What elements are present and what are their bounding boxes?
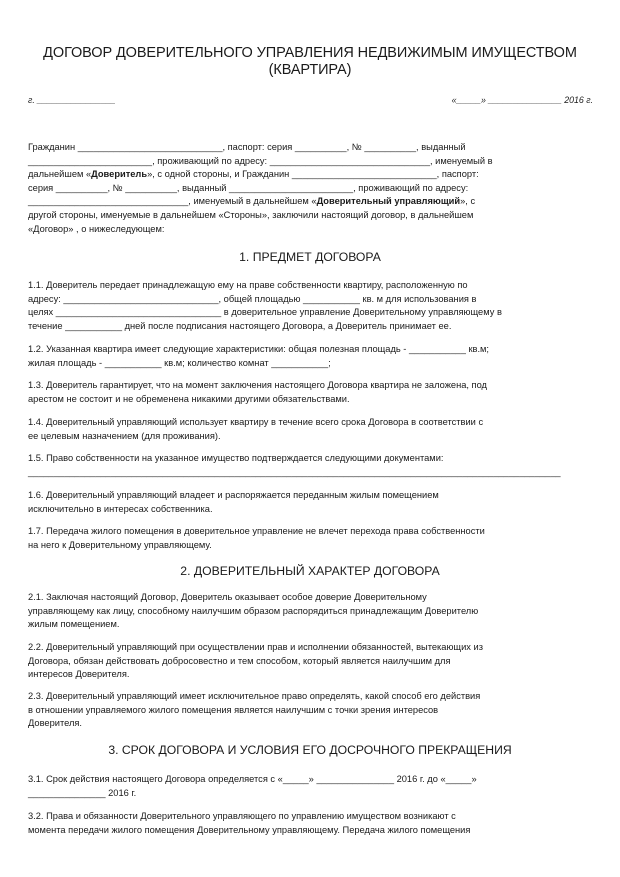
title-line-1: ДОГОВОР ДОВЕРИТЕЛЬНОГО УПРАВЛЕНИЯ НЕДВИЖИМЫМ ИМУЩЕСТВОМ bbox=[43, 45, 577, 61]
document-title bbox=[20, 45, 600, 79]
party-trustee: Доверительный управляющий bbox=[316, 196, 461, 207]
clause-1-2: 1.2. Указанная квартира имеет следующие характеристики: общая полезная площадь - ___________ кв.м; жилая площадь - ___________ кв.м; количество комнат ___________; bbox=[28, 344, 490, 368]
section-heading: 1. ПРЕДМЕТ ДОГОВОРА bbox=[239, 250, 381, 264]
preamble-line: «Договор» , о нижеследующем: bbox=[28, 223, 165, 234]
clause-3-1: 3.1. Срок действия настоящего Договора определяется с «_____» _______________ 2016 г. до «_____» _______________ 2016 г. bbox=[28, 774, 477, 798]
preamble-line: _______________________________, именуемый в дальнейшем «Доверительный управляющий», с bbox=[28, 196, 476, 207]
section-heading: 2. ДОВЕРИТЕЛЬНЫЙ ХАРАКТЕР ДОГОВОРА bbox=[180, 564, 440, 578]
clause-1-6: 1.6. Доверительный управляющий владеет и распоряжается переданным жилым помещением исключительно в интересах собственника. bbox=[28, 490, 439, 514]
preamble-line: дальнейшем «Доверитель», с одной стороны, и Гражданин ____________________________, паспорт: bbox=[28, 169, 479, 180]
clause-1-3: 1.3. Доверитель гарантирует, что на момент заключения настоящего Договора квартира не заложена, под арестом не состоит и не обременена никакими другими обязательствами. bbox=[28, 380, 487, 404]
preamble-line: другой стороны, именуемые в дальнейшем «Стороны», заключили настоящий договор, в дальнейшем bbox=[28, 209, 474, 220]
clause-3-2: 3.2. Права и обязанности Доверительного управляющего по управлению имуществом возникают с момента передачи жилого помещения Доверительному управляющему. Передача жилого помещения bbox=[28, 811, 471, 835]
date-field: «_____» _______________ 2016 г. bbox=[451, 95, 593, 105]
clause-2-2: 2.2. Доверительный управляющий при осуществлении прав и исполнении обязанностей, вытекающих из Договора, обязан действовать добросовестно и тем способом, который является наилучшим для интересов Доверителя. bbox=[28, 642, 483, 680]
party-trustor: Доверитель bbox=[91, 169, 148, 180]
clause-1-1: 1.1. Доверитель передает принадлежащую ему на праве собственности квартиру, расположенную по адресу: ______________________________, общей площадью ___________ кв. м для использования в целях ________________________________ в доверительное управление Доверительному управляющему в течение ___________ дней после подписания настоящего Договора, а Доверитель принимает ее. bbox=[28, 280, 502, 331]
city-field: г. ________________ bbox=[28, 95, 116, 105]
clause-1-5: 1.5. Право собственности на указанное имущество подтверждается следующими документами: _______________________________________________________________________________________________________ bbox=[28, 453, 561, 477]
preamble bbox=[28, 141, 594, 236]
preamble-line: серия __________, № __________, выданный ________________________, проживающий по адресу: bbox=[28, 182, 469, 193]
clause-2-1: 2.1. Заключая настоящий Договор, Доверитель оказывает особое доверие Доверительному управляющему как лицу, способному наилучшим образом распорядиться принадлежащим Доверителю жилым помещением. bbox=[28, 592, 479, 630]
title-line-2: (КВАРТИРА) bbox=[268, 62, 352, 78]
clause-1-7: 1.7. Передача жилого помещения в доверительное управление не влечет перехода права собственности на него к Доверительному управляющему. bbox=[28, 526, 485, 550]
clause-1-4: 1.4. Доверительный управляющий использует квартиру в течение всего срока Договора в соответствии с ее целевым назначением (для проживания). bbox=[28, 417, 484, 441]
section-heading: 3. СРОК ДОГОВОРА И УСЛОВИЯ ЕГО ДОСРОЧНОГО ПРЕКРАЩЕНИЯ bbox=[108, 743, 512, 757]
preamble-line: ________________________, проживающий по адресу: _______________________________, именуемый в bbox=[28, 155, 493, 166]
preamble-line: Гражданин ____________________________, паспорт: серия __________, № __________, выданный bbox=[28, 142, 466, 152]
clause-2-3: 2.3. Доверительный управляющий имеет исключительное право определять, какой способ его действия в отношении управляемого жилого помещения является наилучшим с точки зрения интересов Доверителя. bbox=[28, 691, 481, 729]
